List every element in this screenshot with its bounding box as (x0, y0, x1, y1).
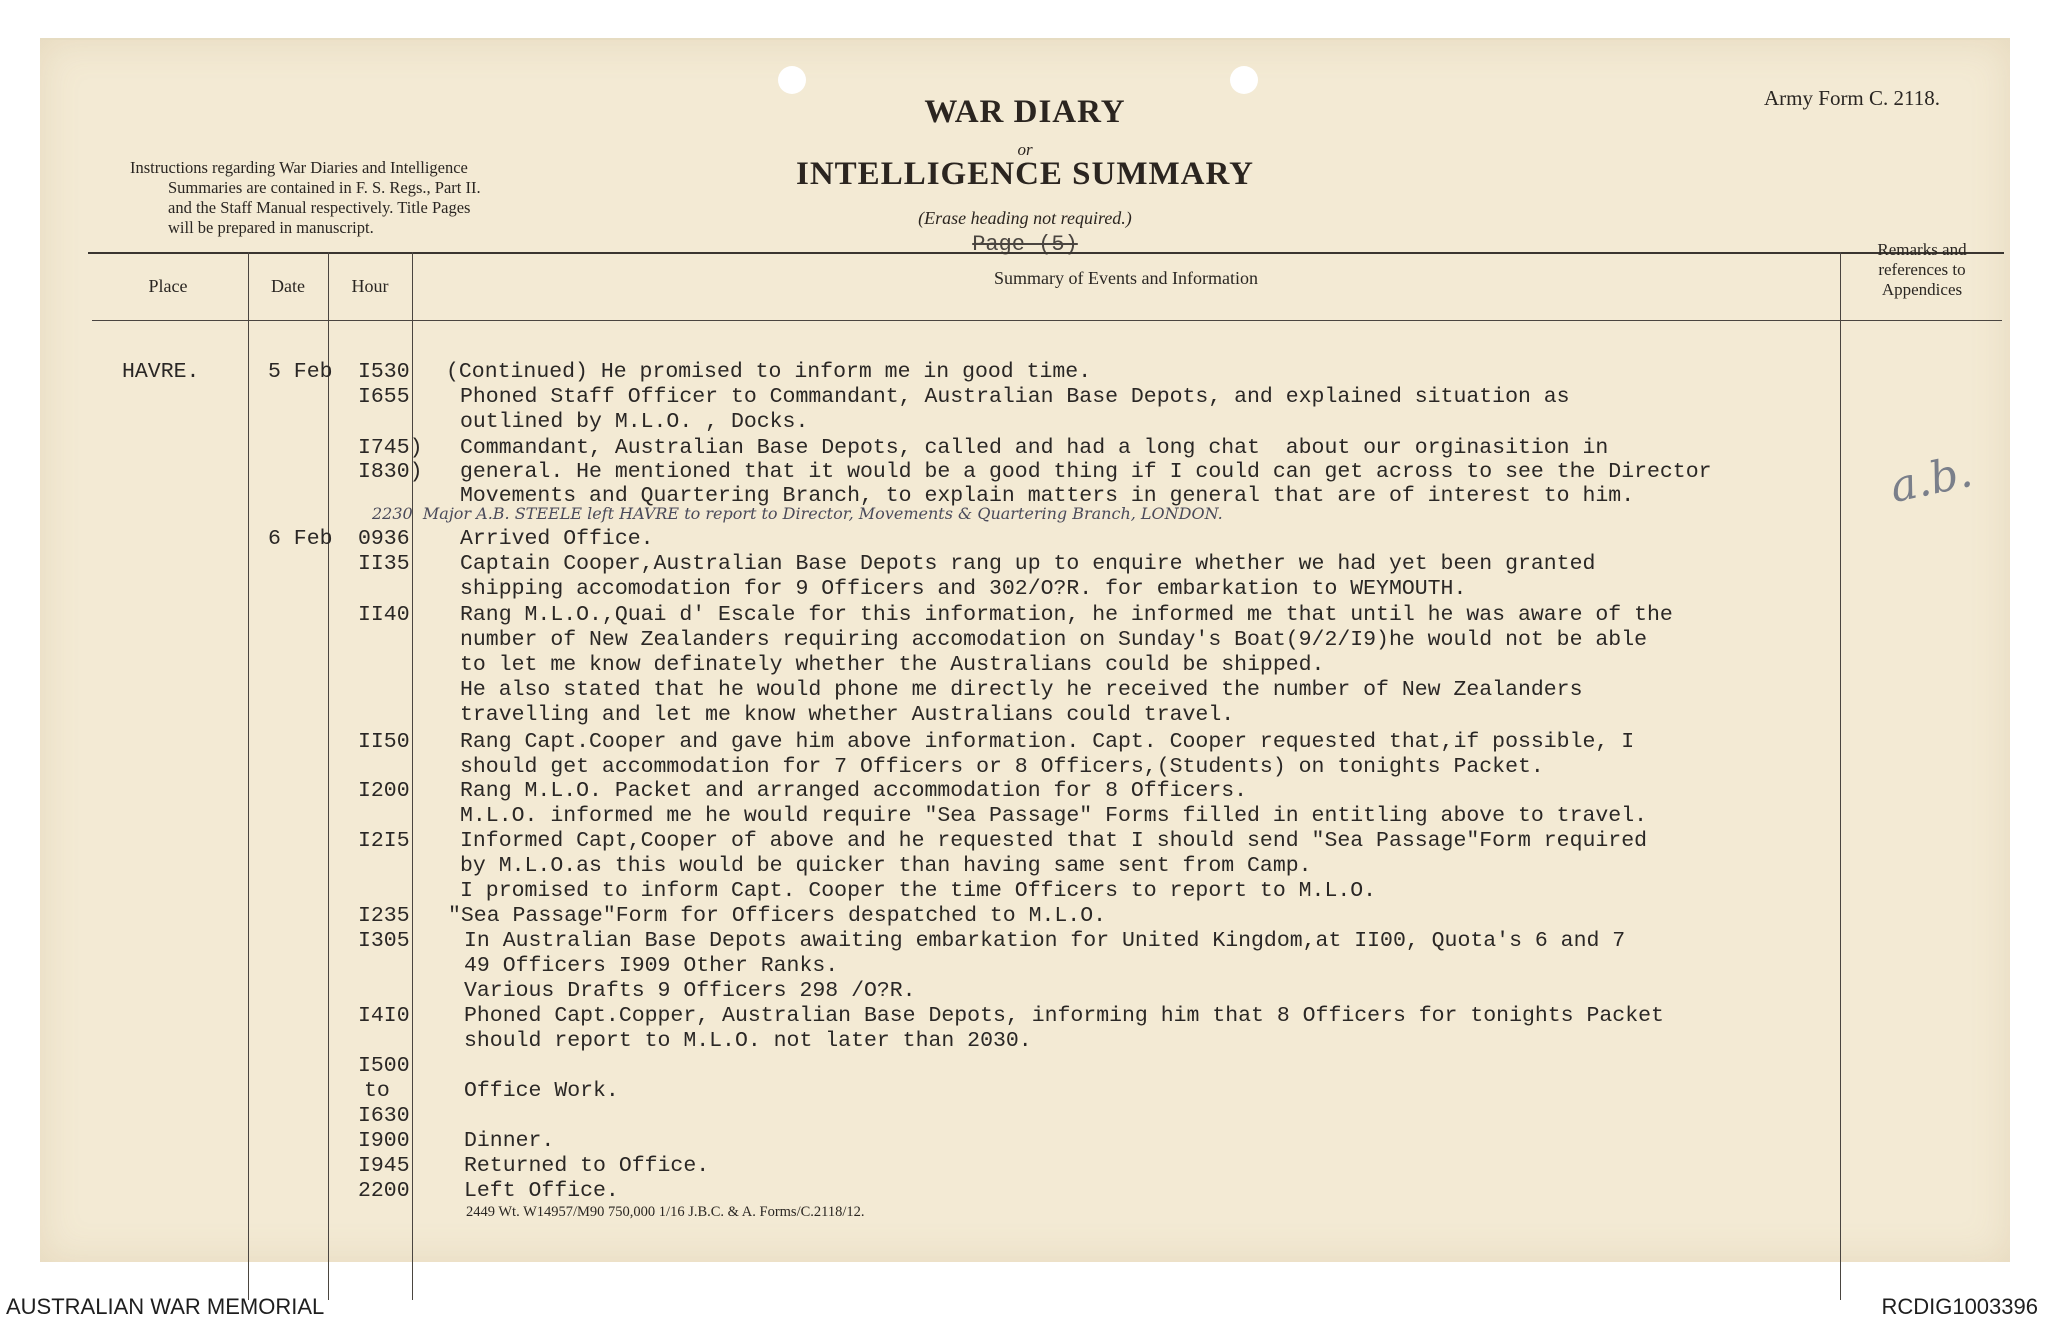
hour-entry: I830) (358, 460, 423, 484)
hour-entry: I305 (358, 929, 410, 953)
summary-line: outlined by M.L.O. , Docks. (460, 410, 809, 434)
summary-line: 49 Officers I909 Other Ranks. (464, 954, 839, 978)
title-war-diary: WAR DIARY (924, 94, 1126, 130)
summary-line: In Australian Base Depots awaiting embarkation for United Kingdom,at II00, Quota's 6 and 7 (464, 929, 1626, 953)
summary-line: Commandant, Australian Base Depots, called and had a long chat about our orginasition in (460, 436, 1609, 460)
remarks-initials: a.b. (1885, 445, 1977, 514)
hour-entry: I745) (358, 436, 423, 460)
summary-line: should report to M.L.O. not later than 2030. (464, 1029, 1032, 1053)
hour-entry: I2I5 (358, 829, 410, 853)
summary-line: I promised to inform Capt. Cooper the time Officers to report to M.L.O. (460, 879, 1377, 903)
table-top-rule (88, 252, 2004, 254)
date-entry: 6 Feb (268, 527, 333, 551)
summary-line: shipping accomodation for 9 Officers and 302/O?R. for embarkation to WEYMOUTH. (460, 577, 1467, 601)
hour-entry: I655 (358, 385, 410, 409)
instructions-line: will be prepared in manuscript. (168, 218, 374, 237)
summary-line: Rang Capt.Cooper and gave him above information. Capt. Cooper requested that,if possible, I (460, 730, 1635, 754)
form-print-line: 2449 Wt. W14957/M90 750,000 1/16 J.B.C. & A. Forms/C.2118/12. (466, 1204, 865, 1220)
column-header-remarks (1840, 240, 2004, 300)
remarks-header-line: references to (1878, 260, 1966, 279)
hour-entry: to (364, 1079, 390, 1103)
summary-line: Office Work. (464, 1079, 619, 1103)
army-form-number: Army Form C. 2118. (1764, 86, 1940, 110)
summary-line: Phoned Staff Officer to Commandant, Australian Base Depots, and explained situation as (460, 385, 1570, 409)
summary-line: travelling and let me know whether Australians could travel. (460, 703, 1235, 727)
column-header-summary: Summary of Events and Information (994, 268, 1258, 288)
summary-line: Rang M.L.O. Packet and arranged accommodation for 8 Officers. (460, 779, 1248, 803)
column-header-place: Place (148, 276, 188, 296)
hour-entry: I900 (358, 1129, 410, 1153)
column-divider (1840, 252, 1841, 1300)
summary-line: Returned to Office. (464, 1154, 710, 1178)
hour-entry: I945 (358, 1154, 410, 1178)
summary-line: by M.L.O.as this would be quicker than having same sent from Camp. (460, 854, 1312, 878)
table-header-rule (92, 320, 2002, 321)
hour-entry: I630 (358, 1104, 410, 1128)
summary-line: Arrived Office. (460, 527, 654, 551)
summary-line: Rang M.L.O.,Quai d' Escale for this information, he informed me that until he was aware of the (460, 603, 1673, 627)
hour-entry: II50 (358, 730, 410, 754)
summary-line: M.L.O. informed me he would require "Sea Passage" Forms filled in entitling above to travel. (460, 804, 1647, 828)
summary-line: Informed Capt,Cooper of above and he requested that I should send "Sea Passage"Form required (460, 829, 1647, 853)
hour-entry: I200 (358, 779, 410, 803)
handwritten-note: 2230 Major A.B. STEELE left HAVRE to report to Director, Movements & Quartering Branch, LONDON. (372, 504, 1223, 523)
column-header-hour: Hour (351, 276, 389, 296)
summary-line: Left Office. (464, 1179, 619, 1203)
hour-entry: II40 (358, 603, 410, 627)
hour-entry: I235 (358, 904, 410, 928)
summary-line: (Continued) He promised to inform me in good time. (446, 360, 1092, 384)
punch-hole (1230, 66, 1258, 94)
remarks-header-line: Remarks and (1877, 240, 1967, 259)
instructions-line: Summaries are contained in F. S. Regs., Part II. (168, 178, 481, 197)
summary-line: "Sea Passage"Form for Officers despatched to M.L.O. (448, 904, 1107, 928)
instructions-line: Instructions regarding War Diaries and Intelligence (130, 158, 468, 177)
summary-line: Captain Cooper,Australian Base Depots rang up to enquire whether we had yet been granted (460, 552, 1596, 576)
summary-line: Movements and Quartering Branch, to explain matters in general that are of interest to him. (460, 484, 1635, 508)
title-intelligence-summary: INTELLIGENCE SUMMARY (796, 156, 1254, 192)
hour-entry: I4I0 (358, 1004, 410, 1028)
page-number: Page (5) (972, 232, 1078, 257)
column-header-date: Date (271, 276, 305, 296)
erase-note: (Erase heading not required.) (918, 208, 1132, 228)
hour-entry: II35 (358, 552, 410, 576)
summary-line: to let me know definately whether the Australians could be shipped. (460, 653, 1325, 677)
date-entry: 5 Feb (268, 360, 333, 384)
punch-hole (778, 66, 806, 94)
summary-line: Various Drafts 9 Officers 298 /O?R. (464, 979, 916, 1003)
archive-name: AUSTRALIAN WAR MEMORIAL (6, 1294, 325, 1319)
place-entry: HAVRE. (122, 360, 200, 384)
column-divider (328, 252, 329, 1300)
column-divider (412, 252, 413, 1300)
hour-entry: 0936 (358, 527, 410, 551)
summary-line: He also stated that he would phone me directly he received the number of New Zealanders (460, 678, 1583, 702)
title-or: or (1017, 140, 1033, 159)
summary-line: general. He mentioned that it would be a good thing if I could can get across to see the Director (460, 460, 1712, 484)
hour-entry: I500 (358, 1054, 410, 1078)
remarks-header-line: Appendices (1881, 280, 1963, 299)
archive-reference: RCDIG1003396 (1881, 1294, 2038, 1319)
summary-line: number of New Zealanders requiring accomodation on Sunday's Boat(9/2/I9)he would not be able (460, 628, 1647, 652)
instructions-line: and the Staff Manual respectively. Title Pages (168, 198, 471, 217)
column-divider (248, 252, 249, 1300)
hour-entry: 2200 (358, 1179, 410, 1203)
summary-line: Dinner. (464, 1129, 555, 1153)
hour-entry: I530 (358, 360, 410, 384)
summary-line: should get accommodation for 7 Officers or 8 Officers,(Students) on tonights Packet. (460, 755, 1544, 779)
summary-line: Phoned Capt.Copper, Australian Base Depots, informing him that 8 Officers for tonights Packet (464, 1004, 1664, 1028)
